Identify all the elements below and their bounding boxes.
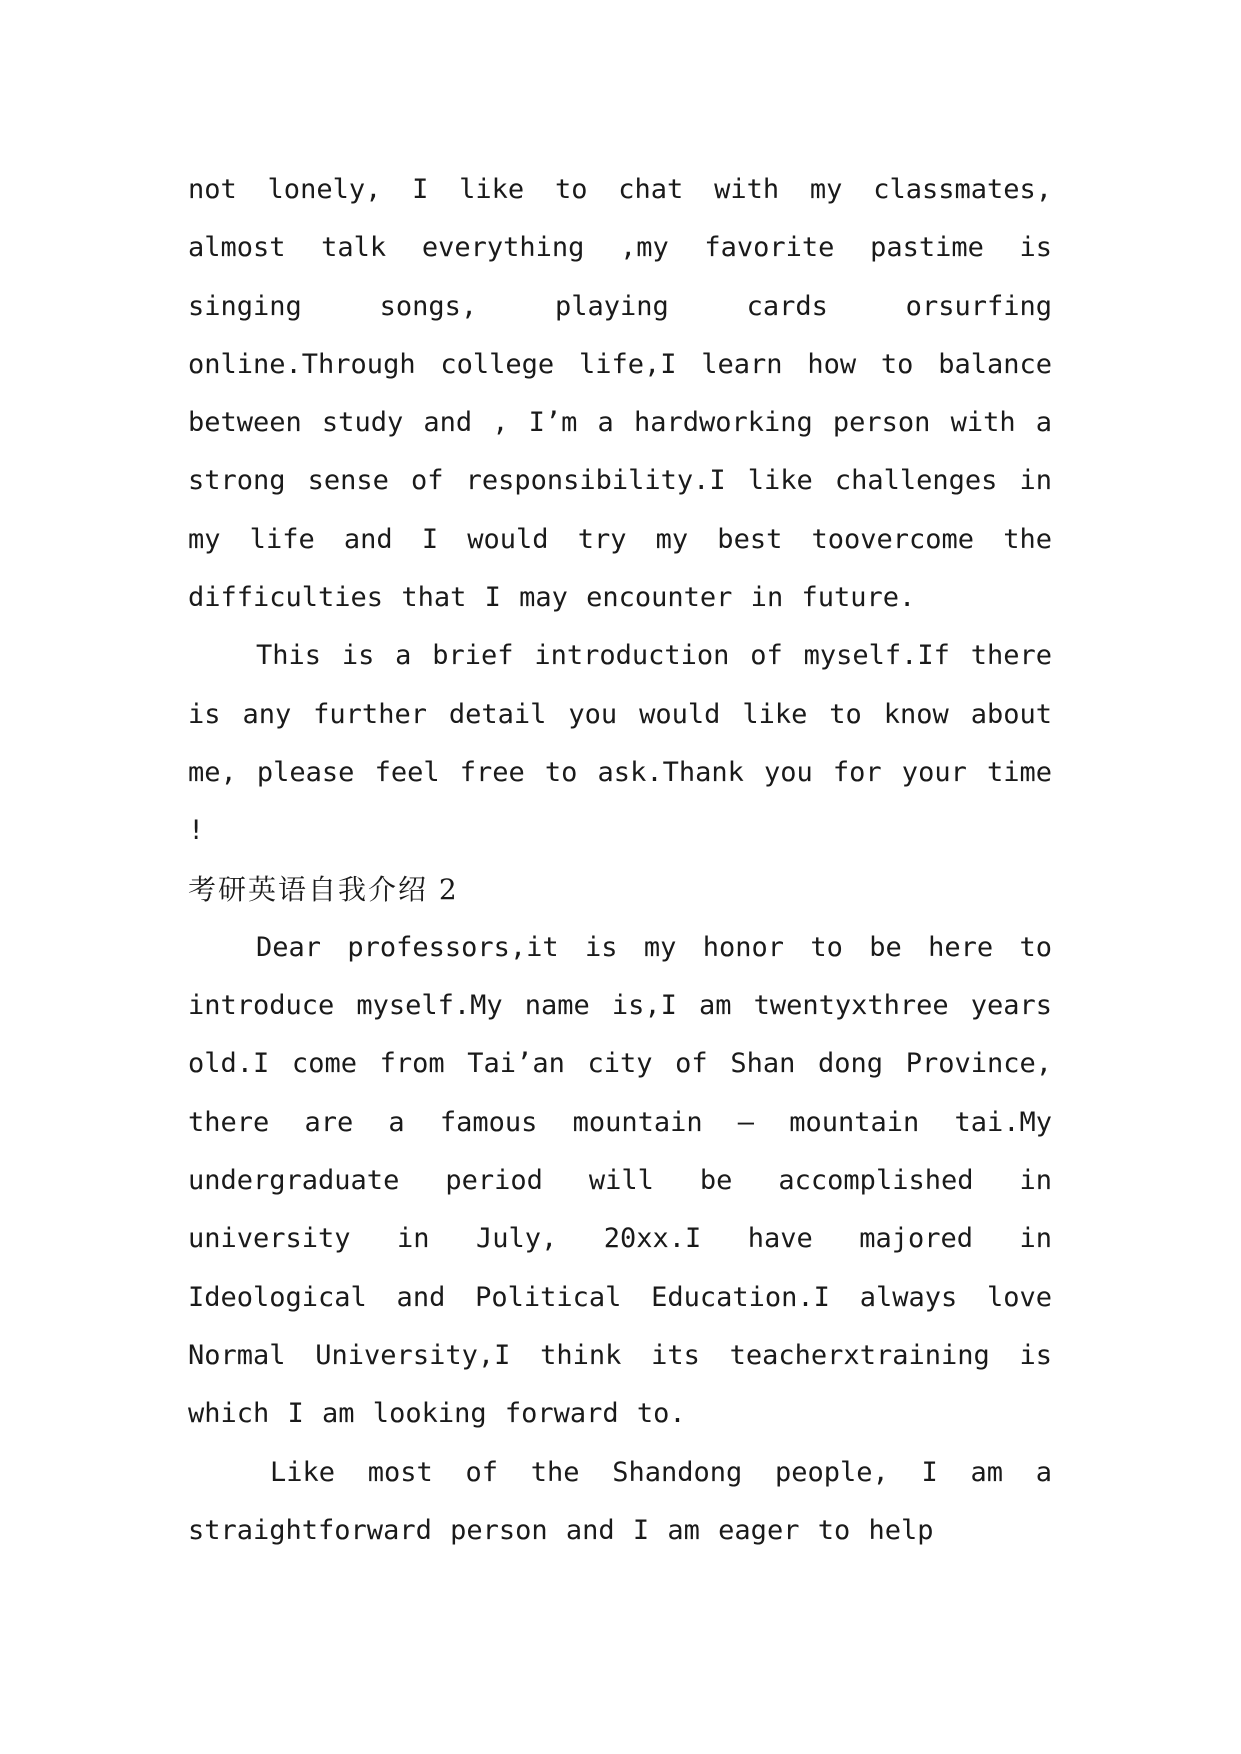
document-body bbox=[188, 161, 1052, 1560]
section-heading: 考研英语自我介绍 2 bbox=[188, 872, 459, 906]
paragraph-continued: not lonely, I like to chat with my classmates, almost talk everything ,my favorite pastime is singing songs, playing cards orsurfing online.Through college life,I learn how to balance between study and , I’m a hardworking person with a strong sense of responsibility.I like challenges in my life and I would try my best toovercome the difficulties that I may encounter in future. bbox=[188, 174, 1052, 614]
paragraph-closing: This is a brief introduction of myself.If there is any further detail you would like to know about me, please feel free to ask.Thank you for your time ! bbox=[188, 640, 1052, 847]
paragraph-intro: Dear professors,it is my honor to be here to introduce myself.My name is,I am twentyxthree years old.I come from Tai’an city of Shan dong Province, there are a famous mountain – mountain tai.My undergraduate period will be accomplished in university in July, 20xx.I have majored in Ideological and Political Education.I always love Normal University,I think its teacherxtraining is which I am looking forward to. bbox=[188, 931, 1052, 1430]
paragraph-personality: Like most of the Shandong people, I am a straightforward person and I am eager to help bbox=[188, 1456, 1052, 1546]
